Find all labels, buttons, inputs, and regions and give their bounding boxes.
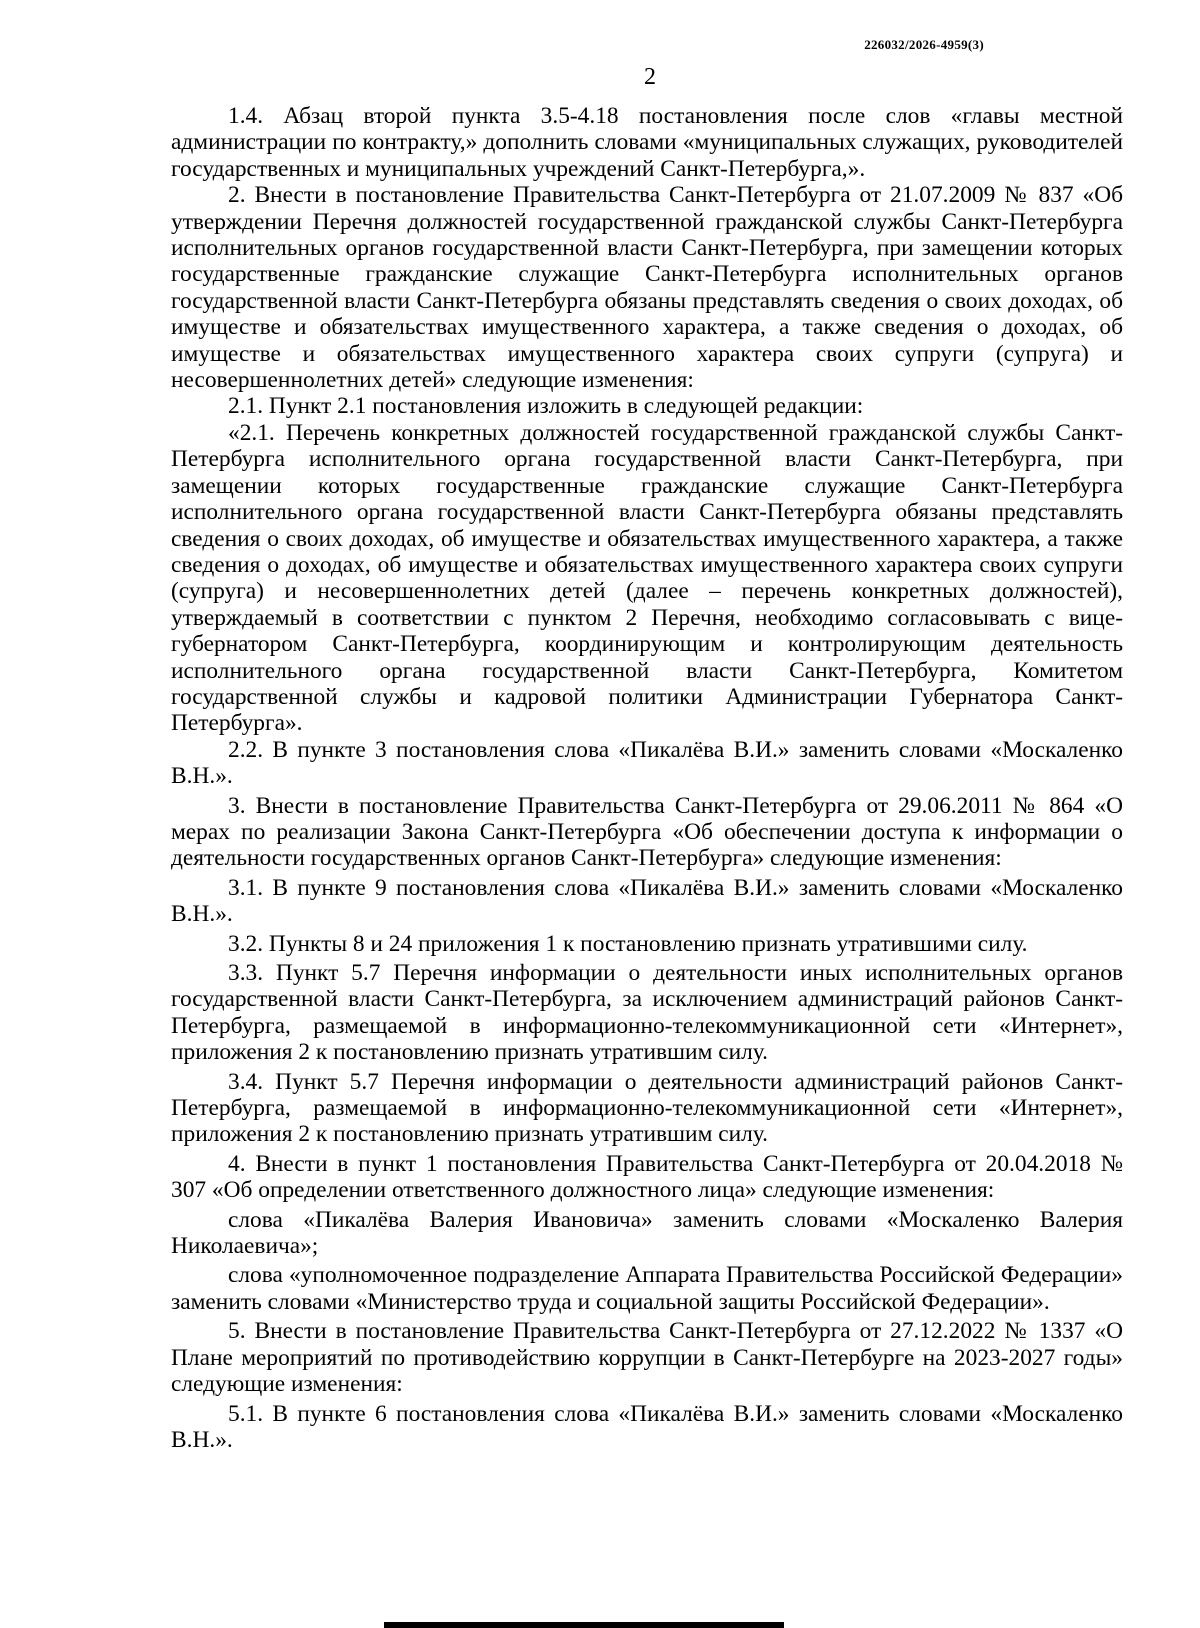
paragraph-4: 4. Внести в пункт 1 постановления Правительства Санкт-Петербурга от 20.04.2018 № 307 «Об определении ответственного должностного лица» следующие изменения: bbox=[171, 1150, 1123, 1204]
paragraph-5-1: 5.1. В пункте 6 постановления слова «Пикалёва В.И.» заменить словами «Москаленко В.Н.». bbox=[171, 1400, 1123, 1453]
paragraph-3-4: 3.4. Пункт 5.7 Перечня информации о деятельности администраций районов Санкт-Петербурга, размещаемой в информационно-телекоммуникационной сети «Интернет», приложения 2 к постановлению признать утратившим силу. bbox=[171, 1068, 1123, 1148]
paragraph-3: 3. Внести в постановление Правительства Санкт-Петербурга от 29.06.2011 № 864 «О мерах по реализации Закона Санкт-Петербурга «Об обеспечении доступа к информации о деятельности государственных органов Санкт-Петербурга» следующие изменения: bbox=[171, 792, 1123, 872]
scan-edge-mark bbox=[384, 1622, 784, 1628]
paragraph-3-1: 3.1. В пункте 9 постановления слова «Пикалёва В.И.» заменить словами «Москаленко В.Н.». bbox=[171, 874, 1123, 928]
document-body bbox=[171, 103, 1123, 1453]
page-number: 2 bbox=[644, 64, 656, 90]
paragraph-3-2: 3.2. Пункты 8 и 24 приложения 1 к постановлению признать утратившими силу. bbox=[228, 930, 1028, 957]
paragraph-4-item-1: слова «Пикалёва Валерия Ивановича» заменить словами «Москаленко Валерия Николаевича»; bbox=[171, 1206, 1123, 1260]
document-registration-number: 226032/2026-4959(3) bbox=[864, 37, 984, 52]
paragraph-1-4: 1.4. Абзац второй пункта 3.5-4.18 постановления после слов «главы местной администрации по контракту,» дополнить словами «муниципальных служащих, руководителей государственных и муниципальных учреждений Санкт-Петербурга,». bbox=[171, 103, 1123, 182]
paragraph-5: 5. Внести в постановление Правительства Санкт-Петербурга от 27.12.2022 № 1337 «О Плане мероприятий по противодействию коррупции в Санкт-Петербурге на 2023-2027 годы» следующие изменения: bbox=[171, 1318, 1123, 1398]
paragraph-2: 2. Внести в постановление Правительства Санкт-Петербурга от 21.07.2009 № 837 «Об утверждении Перечня должностей государственной гражданской службы Санкт-Петербурга исполнительных органов государственной власти Санкт-Петербурга, при замещении которых государственные гражданские служащие Санкт-Петербурга исполнительных органов государственной власти Санкт-Петербурга обязаны представлять сведения о своих доходах, об имуществе и обязательствах имущественного характера, а также сведения о доходах, об имуществе и обязательствах имущественного характера своих супруги (супруга) и несовершеннолетних детей» следующие изменения: bbox=[171, 182, 1123, 394]
paragraph-4-item-2: слова «уполномоченное подразделение Аппарата Правительства Российской Федерации» заменить словами «Министерство труда и социальной защиты Российской Федерации». bbox=[171, 1262, 1123, 1315]
paragraph-2-1-quoted: «2.1. Перечень конкретных должностей государственной гражданской службы Санкт-Петербурга исполнительного органа государственной власти Санкт-Петербурга, при замещении которых государственные гражданские служащие Санкт-Петербурга исполнительного органа государственной власти Санкт-Петербурга обязаны представлять сведения о своих доходах, об имуществе и обязательствах имущественного характера, а также сведения о доходах, об имуществе и обязательствах имущественного характера своих супруги (супруга) и несовершеннолетних детей (далее – перечень конкретных должностей), утверждаемый в соответствии с пунктом 2 Перечня, необходимо согласовывать с вице-губернатором Санкт-Петербурга, координирующим и контролирующим деятельность исполнительного органа государственной власти Санкт-Петербурга, Комитетом государственной службы и кадровой политики Администрации Губернатора Санкт-Петербурга». bbox=[171, 419, 1123, 737]
paragraph-3-3: 3.3. Пункт 5.7 Перечня информации о деятельности иных исполнительных органов государственной власти Санкт-Петербурга, за исключением администраций районов Санкт-Петербурга, размещаемой в информационно-телекоммуникационной сети «Интернет», приложения 2 к постановлению признать утратившим силу. bbox=[171, 960, 1123, 1066]
paragraph-2-1: 2.1. Пункт 2.1 постановления изложить в следующей редакции: bbox=[228, 393, 864, 420]
paragraph-2-2: 2.2. В пункте 3 постановления слова «Пикалёва В.И.» заменить словами «Москаленко В.Н.». bbox=[171, 736, 1123, 790]
